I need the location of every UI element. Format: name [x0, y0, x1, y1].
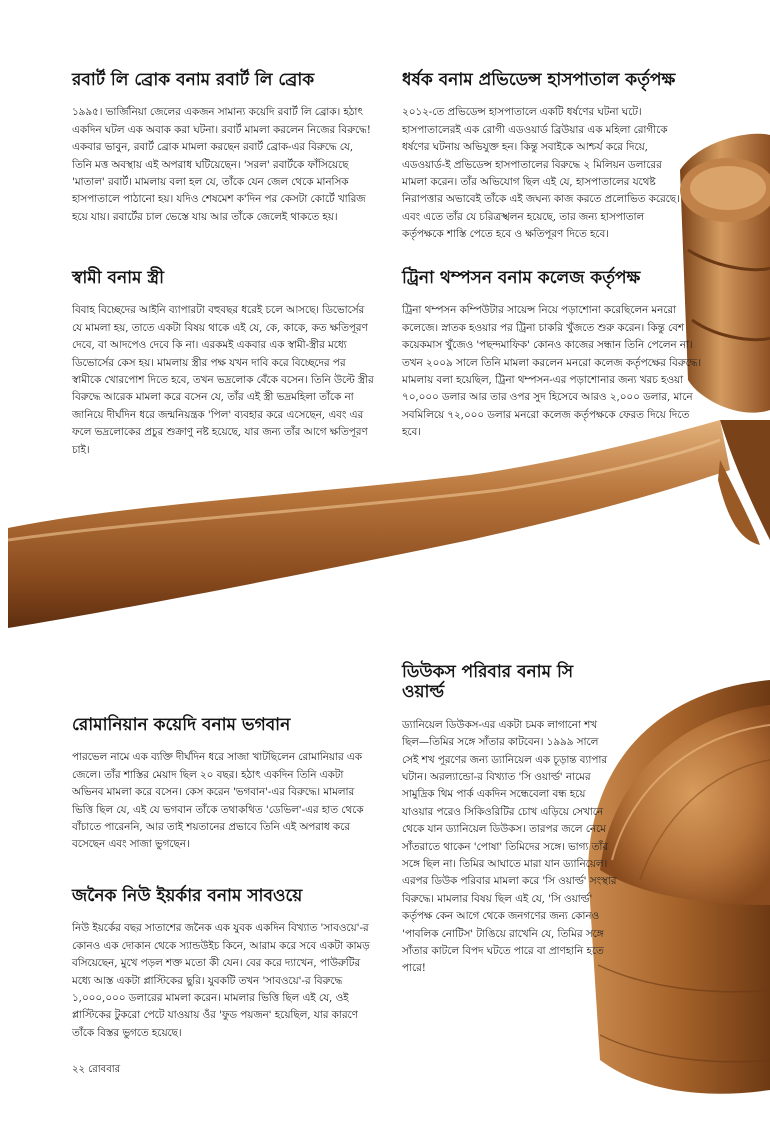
article-trina: [402, 268, 707, 442]
article-body: ট্রিনা থম্পসন কম্পিউটার সায়েন্স নিয়ে পড়াশোনা করেছিলেন মনরো কলেজে। স্নাতক হওয়ার পর ট্রিনা চাকরি খুঁজতে শুরু করেন। কিন্তু বেশ কয়েকমাস খুঁজেও 'পছন্দমাফিক' কোনও কাজের সন্ধান তিনি পেলেন না। তখন ২০০৯ সালে তিনি মামলা করলেন মনরো কলেজ কর্তৃপক্ষের বিরুদ্ধে। মামলায় বলা হয়েছিল, ট্রিনা থম্পসন-এর পড়াশোনার জন্য খরচ হওয়া ৭০,০০০ ডলার আর তার ওপর সুদ হিসেবে আরও ২,০০০ ডলার, মানে সবমিলিয়ে ৭২,০০০ ডলার মনরো কলেজ কর্তৃপক্ষকে ফেরত দিয়ে দিতে হবে।: [402, 304, 702, 439]
article-body: ড্যানিয়েল ডিউকস-এর একটা চমক লাগানো শখ ছিল—তিমির সঙ্গে সাঁতার কাটবেন। ১৯৯৯ সালে সেই শখ পূরণের জন্য ড্যানিয়েল এক চূড়ান্ত ব্যাপার ঘটান। অরল্যান্ডো-র বিখ্যাত 'সি ওয়ার্ল্ড' নামের সামুদ্রিক থিম পার্ক একদিন সন্ধেবেলা বন্ধ হয়ে যাওয়ার পরেও সিকিওরিটির চোখ এড়িয়ে সেখানে থেকে যান ড্যানিয়েল ডিউকস। তারপর জলে নেমে সাঁতরাতে থাকেন 'পোষা' তিমিদের সঙ্গে। ভাগ্য তাঁর সঙ্গে ছিল না। তিমির আঘাতে মারা যান ড্যানিয়েল। এরপর ডিউক পরিবার মামলা করে 'সি ওয়ার্ল্ড' সংস্থার বিরুদ্ধে। মামলার বিষয় ছিল এই যে, 'সি ওয়ার্ল্ড' কর্তৃপক্ষ কেন আগে থেকে জনগণের জন্য কোনও 'পাবলিক নোটিস' টাঙিয়ে রাখেনি যে, তিমির সঙ্গে সাঁতার কাটলে বিপদ ঘটতে পারে বা প্রাণহানি হতে পারে!: [402, 718, 617, 975]
article-romanian: [72, 715, 377, 854]
article-dukes: [402, 662, 617, 978]
article-subway: [72, 886, 377, 1042]
article-body: পারভেল নামে এক ব্যক্তি দীর্ঘদিন ধরে সাজা খাটছিলেন রোমানিয়ার এক জেলে। তাঁর শাস্তির মেয়াদ ছিল ২০ বছর। হঠাৎ একদিন তিনি একটা অভিনব মামলা করে বসেন। কেস করেন 'ভগবান'-এর বিরুদ্ধে। মামলার ভিত্তি ছিল যে, এই যে ভগবান তাঁকে তথাকথিত 'ডেভিল'-এর হাত থেকে বাঁচাতে পারেননি, আর তাই শয়তানের প্রভাবে তিনি এই অপরাধ করে বসেছেন এবং সাজা ভুগছেন।: [72, 751, 364, 851]
article-title: ট্রিনা থম্পসন বনাম কলেজ কর্তৃপক্ষ: [402, 268, 641, 288]
article-title: জনৈক নিউ ইয়র্কার বনাম সাবওয়ে: [72, 886, 303, 906]
article-husband-wife: [72, 268, 377, 459]
article-body: নিউ ইয়র্কের বছর সাতাশের জনৈক এক যুবক একদিন বিখ্যাত 'সাবওয়ে'-র কোনও এক দোকান থেকে স্যান্ডউইচ কিনে, আরাম করে সবে একটা কামড় বসিয়েছেন, মুখে পড়ল শক্ত মতো কী যেন। বের করে দ্যাখেন, পাউরুটির মধ্যে আস্ত একটা প্লাস্টিকের ছুরি। যুবকটি তখন 'সাবওয়ে'-র বিরুদ্ধে ১,০০০,০০০ ডলারের মামলা করেন। মামলার ভিত্তি ছিল এই যে, ওই প্লাস্টিকের টুকরো পেটে যাওয়ায় ওঁর 'ফুড পয়জন' হয়েছিল, যার কারণে তাঁকে বিস্তর ভুগতে হয়েছে।: [72, 922, 370, 1039]
article-title: স্বামী বনাম স্ত্রী: [72, 268, 164, 288]
article-body: ২০১২-তে প্রভিডেন্স হাসপাতালে একটি ধর্ষণের ঘটনা ঘটে। হাসপাতালেরই এক রোগী এডওয়ার্ড ব্রিউয়ার এক মহিলা রোগীকে ধর্ষণের ঘটনায় অভিযুক্ত হন। কিন্তু সবাইকে আশ্চর্য করে দিয়ে, এডওয়ার্ড-ই প্রভিডেন্স হাসপাতালের বিরুদ্ধে ২ মিলিয়ন ডলারের মামলা করেন। তাঁর অভিযোগ ছিল এই যে, হাসপাতালের যথেষ্ট নিরাপত্তার অভাবেই তাঁকে এই জঘন্য কাজ করতে প্রলোভিত করেছে। এবং এতে তাঁর যে চরিত্রস্খলন হয়েছে, তার জন্য হাসপাতাল কর্তৃপক্ষকে শাস্তি পেতে হবে ও ক্ষতিপূরণ দিতে হবে।: [402, 106, 680, 241]
article-title: ধর্ষক বনাম প্রভিডেন্স হাসপাতাল কর্তৃপক্ষ: [402, 70, 676, 90]
page-folio: ২২ রোববার: [72, 1064, 121, 1075]
article-body: বিবাহ বিচ্ছেদের আইনি ব্যাপারটা বহুবছর ধরেই চলে আসছে। ডিভোর্সের যে মামলা হয়, তাতে একটা বিষয় থাকে এই যে, কে, কাকে, কত ক্ষতিপূরণ দেবে, বা আদপেও দেবে কি না। এরকমই একবার এক স্বামী-স্ত্রীর মধ্যে ডিভোর্সের কেস হয়। মামলায় স্ত্রীর পক্ষ যখন দাবি করে বিচ্ছেদের পর স্বামীকে খোরপোশ দিতে হবে, তখন ভদ্রলোক বেঁকে বসেন। তিনি উল্টে স্ত্রীর বিরুদ্ধে আরেক মামলা করে বসেন যে, তাঁর এই স্ত্রী ভদ্রমহিলা তাঁকে না জানিয়ে দীর্ঘদিন ধরে জন্মনিয়ন্ত্রক 'পিল' ব্যবহার করে এসেছেন, এবং এর ফলে ভদ্রলোকের প্রচুর শুক্রাণু নষ্ট হয়েছে, যার জন্য তাঁর আগে ক্ষতিপূরণ চাই।: [72, 304, 374, 456]
article-title: ডিউকস পরিবার বনাম সি ওয়ার্ল্ড: [402, 662, 574, 703]
article-rapist: [402, 70, 682, 244]
article-robert: [72, 70, 372, 226]
article-title: রবার্ট লি ব্রোক বনাম রবার্ট লি ব্রোক: [72, 70, 315, 90]
article-body: ১৯৯৫। ভার্জিনিয়া জেলের একজন সামান্য কয়েদি রবার্ট লি ব্রোক। হঠাৎ একদিন ঘটল এক অবাক করা ঘটনা। রবার্ট মামলা করলেন নিজের বিরুদ্ধে! একবার ভাবুন, রবার্ট ব্রোক মামলা করছেন রবার্ট ব্রোক-এর বিরুদ্ধে যে, তিনি মত্ত অবস্থায় এই অপরাধ ঘটিয়েছেন। 'সরল' রবার্টকে ফাঁসিয়েছে 'মাতাল' রবার্ট। মামলায় বলা হল যে, তাঁকে যেন জেল থেকে মানসিক হাসপাতালে পাঠানো হয়। যদিও শেষমেশ ক'দিন পর কেসটা কোর্টে খারিজ হয়ে যায়। রবার্টের চাল ভেস্তে যায় আর তাঁকে জেলেই থাকতে হয়।: [72, 106, 371, 223]
article-title: রোমানিয়ান কয়েদি বনাম ভগবান: [72, 715, 291, 735]
